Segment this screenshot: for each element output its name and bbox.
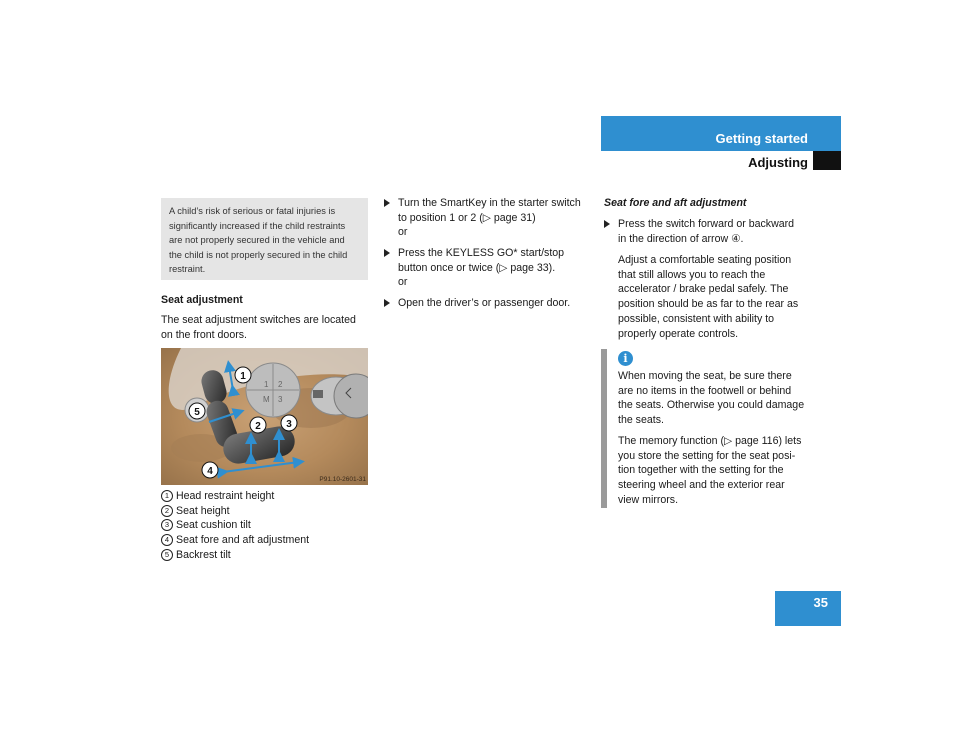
detail-line: accelerator / brake pedal safely. The <box>618 283 789 296</box>
step-line: Press the KEYLESS GO* start/stop <box>398 247 565 259</box>
callout-3: 3 <box>286 419 292 430</box>
page-number: 35 <box>813 595 828 610</box>
child-warning-box <box>161 198 368 280</box>
legend-number: 4 <box>161 534 173 546</box>
seat-adjustment-heading: Seat adjustment <box>161 294 243 306</box>
keypad-label: 1 <box>264 380 269 389</box>
legend-label: Seat height <box>176 504 230 517</box>
info-line: When moving the seat, be sure there <box>618 370 792 382</box>
legend-number: 5 <box>161 549 173 561</box>
seat-adjustment-intro <box>161 313 371 342</box>
detail-line: that still allows you to reach the <box>618 268 766 281</box>
detail-line: position should be as far to the rear as <box>618 298 799 311</box>
legend-label: Seat cushion tilt <box>176 519 251 532</box>
legend-number: 1 <box>161 490 173 502</box>
info-line: tion together with the setting for the <box>618 464 784 477</box>
info-line: The memory function (▷ page 116) lets <box>618 434 802 447</box>
warning-line: significantly increased if the child restraints <box>169 220 346 231</box>
callout-5: 5 <box>194 407 200 418</box>
info-line: the seats. <box>618 414 664 427</box>
detail-line: Adjust a comfortable seating position <box>618 254 792 266</box>
bullet-arrow-icon <box>384 299 390 307</box>
keypad-label: 2 <box>278 380 283 389</box>
keypad-label: 3 <box>278 395 283 404</box>
callout-4: 4 <box>207 466 213 477</box>
info-line: view mirrors. <box>618 493 679 506</box>
bullet-arrow-icon <box>384 249 390 257</box>
bullet-arrow-icon <box>384 199 390 207</box>
legend-number: 2 <box>161 505 173 517</box>
info-line: the seats. Otherwise you could damage <box>618 399 805 412</box>
step-turn-smartkey <box>384 196 594 240</box>
info-line: you store the setting for the seat posi- <box>618 449 796 462</box>
info-note <box>601 349 841 508</box>
legend-item <box>161 504 371 519</box>
legend-item <box>161 548 371 563</box>
warning-line: are not properly secured in the vehicle and <box>169 235 345 246</box>
step-press-keyless-go <box>384 246 594 290</box>
legend-item <box>161 489 371 504</box>
topic-title: Adjusting <box>748 155 808 170</box>
callout-2: 2 <box>255 421 261 432</box>
fore-aft-heading: Seat fore and aft adjustment <box>604 197 747 209</box>
step-open-door <box>384 296 594 311</box>
step-line: Press the switch forward or backward <box>618 218 795 230</box>
info-line: steering wheel and the exterior rear <box>618 478 785 491</box>
legend-number: 3 <box>161 519 173 531</box>
warning-line: the child is not properly secured in the child <box>169 249 348 260</box>
info-icon: i <box>618 351 633 366</box>
detail-line: possible, consistent with ability to <box>618 312 775 325</box>
image-code: P91.10-2601-31 <box>319 476 366 483</box>
info-line: are no items in the footwell or behind <box>618 384 792 397</box>
legend-label: Seat fore and aft adjustment <box>176 534 310 547</box>
callout-legend <box>161 489 371 562</box>
warning-line: A child’s risk of serious or fatal injuries is <box>169 206 336 216</box>
section-title: Getting started <box>715 131 808 146</box>
step-line: or <box>398 276 408 289</box>
step-line: in the direction of arrow ④. <box>618 232 744 245</box>
info-body <box>618 369 840 507</box>
step-line: to position 1 or 2 (▷ page 31) <box>398 211 536 224</box>
bullet-arrow-icon <box>604 220 610 228</box>
step-line: Turn the SmartKey in the starter switch <box>398 197 581 209</box>
legend-label: Backrest tilt <box>176 548 231 561</box>
info-bar <box>601 349 607 508</box>
intro-line: The seat adjustment switches are located <box>161 314 356 326</box>
legend-item <box>161 533 371 548</box>
legend-label: Head restraint height <box>176 490 275 502</box>
page-number-box <box>775 591 841 626</box>
legend-item <box>161 518 371 533</box>
step-line: Open the driver’s or passenger door. <box>398 297 571 309</box>
warning-line: restraint. <box>169 264 206 275</box>
seat-switch-photo <box>161 348 368 485</box>
step-line: button once or twice (▷ page 33). <box>398 261 556 274</box>
keypad-label: M <box>263 395 270 404</box>
step-press-switch <box>604 217 834 246</box>
fore-aft-detail <box>618 253 838 341</box>
header-marker <box>813 151 841 170</box>
step-line: or <box>398 226 408 239</box>
detail-line: properly operate controls. <box>618 327 739 340</box>
intro-line: on the front doors. <box>161 328 247 341</box>
callout-1: 1 <box>240 371 246 382</box>
